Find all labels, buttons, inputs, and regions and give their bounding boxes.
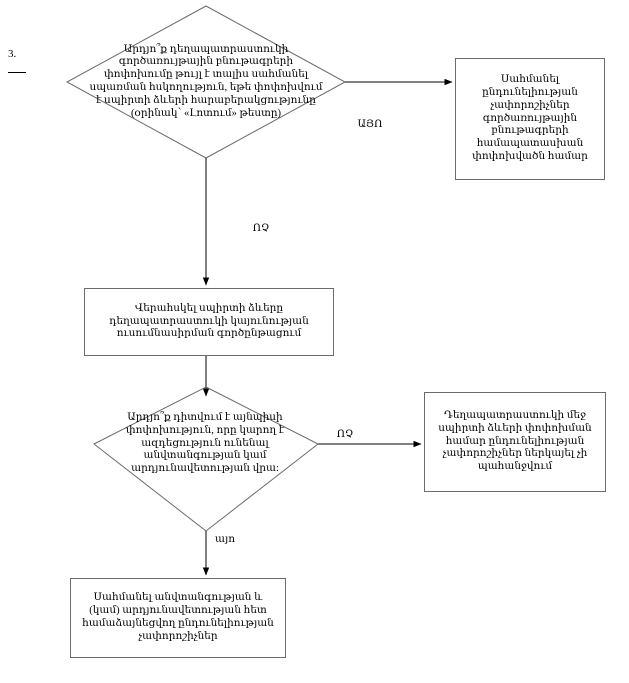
edge-label-no-1: ՈՉ <box>252 223 270 234</box>
decision-1-label: Արդյո՞ք դեղապատրաստուկի գործառույթային բնութագրերի փոփոխումը թույլ է տալիս սահմանել սպառման հսկողություն, եթե փոփոխվում է սպիրտի ձևերի հարաբերակցությունը (օրինակ՝ «Լոտում» թեստը) <box>89 43 323 119</box>
decision-2-label: Արդյո՞ք դիտվում է այնպիսի փոփոխություն, որը կարող է ազդեցություն ունենալ անվտանգության կամ արդյունավետության վրա: <box>125 412 285 475</box>
stability-monitoring-box: Վերահսկել սպիրտի ձևերը դեղապատրաստուկի կայունության ուսումնասիրման գործընթացում <box>84 288 334 356</box>
edge-label-no-2: ՈՉ <box>336 429 354 440</box>
section-divider <box>8 72 26 73</box>
acceptance-criteria-box: Սահմանել ընդունելիության չափորոշիչներ գործառույթային բնութագրերի համապատասխան փոփոխվածն համար <box>455 58 605 180</box>
section-number: 3. <box>8 48 17 60</box>
edge-label-yes-2: այո <box>214 534 236 545</box>
safety-efficacy-criteria-box: Սահմանել անվտանգության և (կամ) արդյունավետության հետ համաձայնեցվող ընդունելիության չափորոշիչներ <box>70 578 286 658</box>
no-criteria-required-box: Դեղապատրաստուկի մեջ սպիրտի ձևերի փոփոխման համար ընդունելիության չափորոշիչներ ներկայել չի պահանջվում <box>424 392 606 492</box>
edge-label-yes-1: ԱՅՈ <box>357 119 383 130</box>
